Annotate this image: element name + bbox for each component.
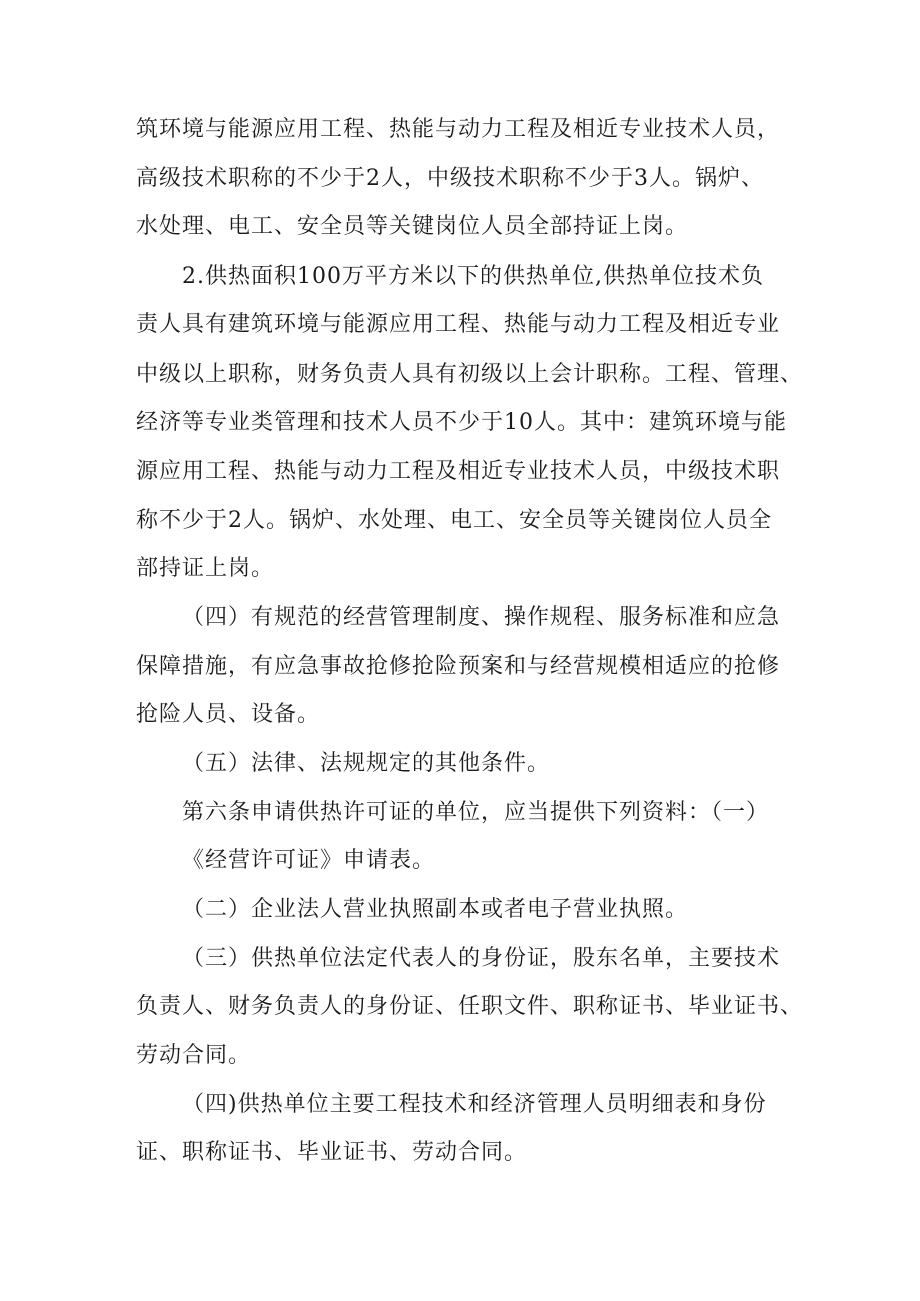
text-line: 源应用工程、热能与动力工程及相近专业技术人员，中级技术职 — [136, 459, 781, 484]
text-line: （二）企业法人营业执照副本或者电子营业执照。 — [182, 897, 689, 922]
text-line: 《经营许可证》申请表。 — [182, 848, 436, 873]
text-line: 负责人、财务负责人的身份证、任职文件、职称证书、毕业证书、 — [136, 994, 804, 1019]
text-line: 称不少于2人。锅炉、水处理、电工、安全员等关键岗位人员全 — [136, 508, 772, 533]
text-line: 经济等专业类管理和技术人员不少于10人。其中：建筑环境与能 — [136, 410, 787, 435]
text-line: （三）供热单位法定代表人的身份证，股东名单，主要技术 — [182, 946, 781, 971]
text-line: 筑环境与能源应用工程、热能与动力工程及相近专业技术人员， — [136, 117, 781, 142]
text-line: 劳动合同。 — [136, 1043, 252, 1068]
text-line: 水处理、电工、安全员等关键岗位人员全部持证上岗。 — [136, 214, 689, 239]
text-line: 2.供热面积100万平方米以下的供热单位,供热单位技术负 — [182, 264, 764, 289]
text-line: （四）有规范的经营管理制度、操作规程、服务标准和应急 — [182, 605, 781, 630]
text-line: 中级以上职称，财务负责人具有初级以上会计职称。工程、管理、 — [136, 362, 804, 387]
text-line: （五）法律、法规规定的其他条件。 — [182, 751, 551, 776]
text-line: 保障措施，有应急事故抢修抢险预案和与经营规模相适应的抢修 — [136, 654, 781, 679]
text-line: 证、职称证书、毕业证书、劳动合同。 — [136, 1140, 528, 1165]
text-line: 抢险人员、设备。 — [136, 702, 321, 727]
text-line: （四)供热单位主要工程技术和经济管理人员明细表和身份 — [182, 1092, 767, 1117]
text-line: 高级技术职称的不少于2人，中级技术职称不少于3人。锅炉、 — [136, 166, 764, 191]
text-line: 第六条申请供热许可证的单位，应当提供下列资料：（一） — [182, 800, 770, 825]
text-line: 责人具有建筑环境与能源应用工程、热能与动力工程及相近专业 — [136, 312, 781, 337]
text-line: 部持证上岗。 — [136, 556, 275, 581]
